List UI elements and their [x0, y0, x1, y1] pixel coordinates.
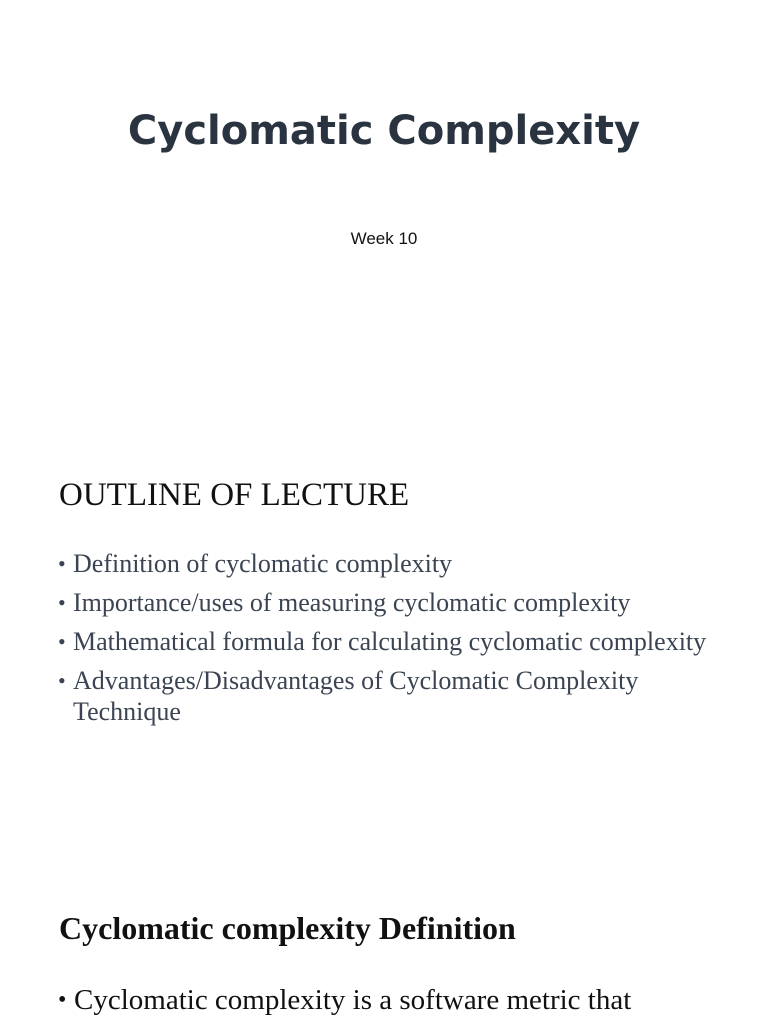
definition-list: [58, 983, 738, 1017]
list-item: [58, 665, 718, 727]
list-item: [58, 983, 738, 1017]
list-item: [58, 548, 718, 579]
list-item-text: Advantages/Disadvantages of Cyclomatic Complexity Technique: [73, 666, 639, 726]
definition-slide: [0, 850, 768, 1024]
bullet-icon: •: [58, 668, 66, 693]
slide-title: Cyclomatic Complexity: [127, 108, 641, 154]
list-item-text: Cyclomatic complexity is a software metric that: [74, 984, 632, 1016]
list-item-text: Importance/uses of measuring cyclomatic complexity: [73, 588, 631, 617]
outline-heading: OUTLINE OF LECTURE: [59, 477, 410, 513]
bullet-icon: •: [58, 590, 66, 615]
outline-list: [58, 548, 718, 735]
list-item: [58, 626, 718, 657]
slide-subtitle: Week 10: [350, 229, 418, 248]
title-slide: [0, 0, 768, 430]
bullet-icon: •: [58, 551, 66, 576]
bullet-icon: •: [58, 629, 66, 654]
list-item: [58, 587, 718, 618]
list-item-text: Definition of cyclomatic complexity: [73, 549, 453, 578]
list-item-text: Mathematical formula for calculating cyclomatic complexity: [73, 627, 707, 656]
outline-slide: [0, 430, 768, 850]
bullet-icon: •: [58, 987, 67, 1013]
definition-heading: Cyclomatic complexity Definition: [59, 910, 516, 946]
